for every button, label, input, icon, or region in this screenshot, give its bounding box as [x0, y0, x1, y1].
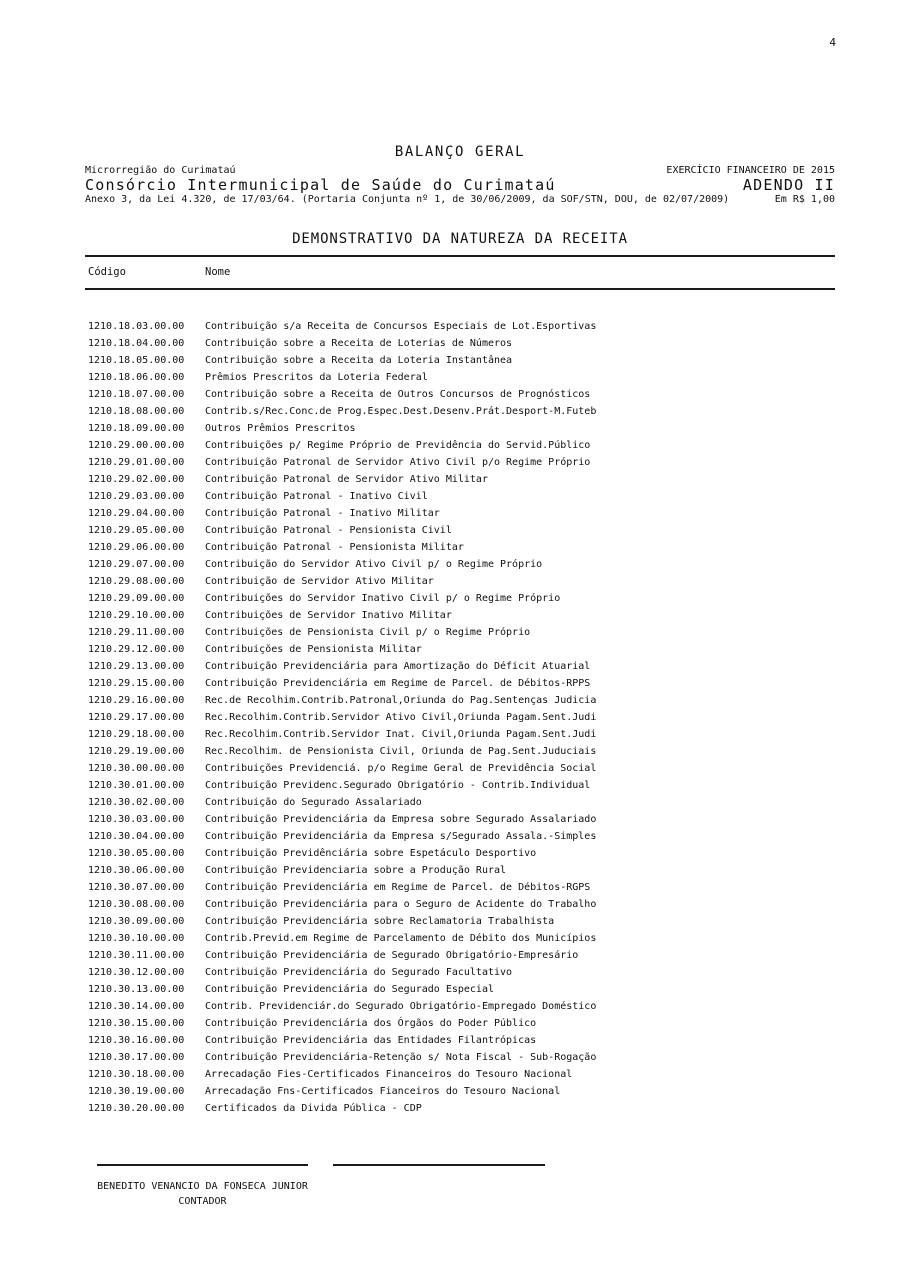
row-code: 1210.30.00.00.00 — [88, 763, 185, 774]
column-header-code: Código — [88, 266, 126, 278]
row-code: 1210.30.08.00.00 — [88, 899, 185, 910]
row-name: Arrecadação Fies-Certificados Financeiros do Tesouro Nacional — [205, 1069, 573, 1080]
report-header — [85, 144, 835, 205]
table-row — [88, 947, 835, 964]
revenue-table — [85, 255, 835, 1117]
table-row — [88, 1100, 835, 1117]
row-name: Contribuição s/a Receita de Concursos Especiais de Lot.Esportivas — [205, 321, 597, 332]
row-code: 1210.29.16.00.00 — [88, 695, 185, 706]
table-row — [88, 590, 835, 607]
table-row — [88, 573, 835, 590]
row-name: Contribuição Previdenc.Segurado Obrigatório - Contrib.Individual — [205, 780, 591, 791]
fiscal-year: EXERCÍCIO FINANCEIRO DE 2015 — [666, 165, 835, 176]
table-row — [88, 896, 835, 913]
row-name: Contrib.s/Rec.Conc.de Prog.Espec.Dest.Desenv.Prát.Desport-M.Futeb — [205, 406, 597, 417]
row-code: 1210.30.05.00.00 — [88, 848, 185, 859]
row-code: 1210.18.03.00.00 — [88, 321, 185, 332]
row-name: Contribuição do Servidor Ativo Civil p/ o Regime Próprio — [205, 559, 543, 570]
table-row — [88, 471, 835, 488]
row-name: Contribuição sobre a Receita de Outros Concursos de Prognósticos — [205, 389, 591, 400]
table-row — [88, 488, 835, 505]
table-row — [88, 522, 835, 539]
row-name: Contribuição Patronal de Servidor Ativo Militar — [205, 474, 488, 485]
row-name: Contribuições de Pensionista Civil p/ o Regime Próprio — [205, 627, 531, 638]
row-name: Contribuição Previdênciária sobre Espetáculo Desportivo — [205, 848, 537, 859]
row-code: 1210.29.15.00.00 — [88, 678, 185, 689]
row-name: Contribuições de Pensionista Militar — [205, 644, 422, 655]
table-row — [88, 726, 835, 743]
table-row — [88, 556, 835, 573]
table-row — [88, 1032, 835, 1049]
row-code: 1210.18.07.00.00 — [88, 389, 185, 400]
row-name: Contribuição Previdenciária para Amortização do Déficit Atuarial — [205, 661, 591, 672]
table-row — [88, 845, 835, 862]
row-code: 1210.29.00.00.00 — [88, 440, 185, 451]
table-row — [88, 811, 835, 828]
row-name: Rec.Recolhim. de Pensionista Civil, Oriunda de Pag.Sent.Juduciais — [205, 746, 597, 757]
row-name: Arrecadação Fns-Certificados Fianceiros do Tesouro Nacional — [205, 1086, 561, 1097]
row-code: 1210.30.17.00.00 — [88, 1052, 185, 1063]
row-code: 1210.30.09.00.00 — [88, 916, 185, 927]
table-row — [88, 913, 835, 930]
row-code: 1210.29.07.00.00 — [88, 559, 185, 570]
table-row — [88, 777, 835, 794]
table-row — [88, 743, 835, 760]
column-header-name: Nome — [205, 266, 231, 278]
table-row — [88, 437, 835, 454]
table-row — [88, 675, 835, 692]
row-code: 1210.30.07.00.00 — [88, 882, 185, 893]
signer-title: CONTADOR — [178, 1196, 227, 1207]
row-name: Contribuição Previdenciária dos Órgãos do Poder Público — [205, 1018, 537, 1029]
row-name: Contribuições do Servidor Inativo Civil p/ o Regime Próprio — [205, 593, 561, 604]
table-body — [85, 318, 835, 1117]
table-row — [88, 879, 835, 896]
row-code: 1210.18.08.00.00 — [88, 406, 185, 417]
table-row — [88, 318, 835, 335]
org-region: Microrregião do Curimataú — [85, 165, 236, 176]
row-name: Contrib.Previd.em Regime de Parcelamento de Débito dos Municípios — [205, 933, 597, 944]
row-code: 1210.30.03.00.00 — [88, 814, 185, 825]
row-code: 1210.29.18.00.00 — [88, 729, 185, 740]
row-code: 1210.30.14.00.00 — [88, 1001, 185, 1012]
table-row — [88, 760, 835, 777]
row-name: Rec.Recolhim.Contrib.Servidor Ativo Civil,Oriunda Pagam.Sent.Judi — [205, 712, 597, 723]
row-name: Contribuição Previdenciaria sobre a Produção Rural — [205, 865, 507, 876]
table-row — [88, 930, 835, 947]
table-row — [88, 998, 835, 1015]
addendum: ADENDO II — [742, 176, 835, 194]
row-code: 1210.29.13.00.00 — [88, 661, 185, 672]
signature-area — [97, 1164, 308, 1224]
table-row — [88, 386, 835, 403]
row-code: 1210.29.03.00.00 — [88, 491, 185, 502]
row-code: 1210.29.06.00.00 — [88, 542, 185, 553]
table-row — [88, 539, 835, 556]
table-header — [85, 257, 835, 288]
row-name: Contribuição Patronal - Inativo Civil — [205, 491, 428, 502]
row-code: 1210.18.04.00.00 — [88, 338, 185, 349]
row-code: 1210.29.05.00.00 — [88, 525, 185, 536]
table-row — [88, 403, 835, 420]
row-name: Contribuição Previdenciária da Empresa s/Segurado Assala.-Simples — [205, 831, 597, 842]
signature-line-right — [333, 1164, 545, 1166]
row-code: 1210.29.09.00.00 — [88, 593, 185, 604]
row-name: Contribuições p/ Regime Próprio de Previdência do Servid.Público — [205, 440, 591, 451]
row-code: 1210.30.15.00.00 — [88, 1018, 185, 1029]
row-name: Contribuição Previdenciária da Empresa sobre Segurado Assalariado — [205, 814, 597, 825]
row-name: Contrib. Previdenciár.do Segurado Obrigatório-Empregado Doméstico — [205, 1001, 597, 1012]
row-name: Outros Prêmios Prescritos — [205, 423, 356, 434]
row-code: 1210.30.01.00.00 — [88, 780, 185, 791]
row-name: Prêmios Prescritos da Loteria Federal — [205, 372, 428, 383]
row-code: 1210.30.18.00.00 — [88, 1069, 185, 1080]
row-code: 1210.30.19.00.00 — [88, 1086, 185, 1097]
row-name: Contribuições de Servidor Inativo Militar — [205, 610, 452, 621]
row-name: Contribuição Previdenciária-Retenção s/ Nota Fiscal - Sub-Rogação — [205, 1052, 597, 1063]
row-name: Contribuição Previdenciária sobre Reclamatoria Trabalhista — [205, 916, 555, 927]
row-code: 1210.29.02.00.00 — [88, 474, 185, 485]
row-name: Contribuição Patronal de Servidor Ativo Civil p/o Regime Próprio — [205, 457, 591, 468]
row-name: Contribuição de Servidor Ativo Militar — [205, 576, 434, 587]
row-code: 1210.30.16.00.00 — [88, 1035, 185, 1046]
row-name: Contribuição do Segurado Assalariado — [205, 797, 422, 808]
row-code: 1210.29.10.00.00 — [88, 610, 185, 621]
document-title: BALANÇO GERAL — [394, 144, 526, 160]
table-header-rule — [85, 288, 835, 290]
row-code: 1210.29.08.00.00 — [88, 576, 185, 587]
row-code: 1210.18.05.00.00 — [88, 355, 185, 366]
table-row — [88, 624, 835, 641]
table-row — [88, 1066, 835, 1083]
table-row — [88, 607, 835, 624]
row-code: 1210.30.11.00.00 — [88, 950, 185, 961]
table-row — [88, 658, 835, 675]
table-row — [88, 641, 835, 658]
row-code: 1210.30.04.00.00 — [88, 831, 185, 842]
row-code: 1210.30.20.00.00 — [88, 1103, 185, 1114]
row-code: 1210.29.19.00.00 — [88, 746, 185, 757]
signature-block-left — [97, 1164, 308, 1209]
table-row — [88, 862, 835, 879]
row-code: 1210.30.06.00.00 — [88, 865, 185, 876]
row-name: Contribuições Previdenciá. p/o Regime Geral de Previdência Social — [205, 763, 597, 774]
row-name: Contribuição Previdenciária em Regime de Parcel. de Débitos-RPPS — [205, 678, 591, 689]
table-row — [88, 692, 835, 709]
row-name: Contribuição sobre a Receita de Loterias de Números — [205, 338, 513, 349]
row-code: 1210.30.10.00.00 — [88, 933, 185, 944]
row-name: Contribuição Previdenciária do Segurado Facultativo — [205, 967, 513, 978]
row-code: 1210.29.01.00.00 — [88, 457, 185, 468]
row-name: Certificados da Divida Pública - CDP — [205, 1103, 422, 1114]
table-row — [88, 420, 835, 437]
table-row — [88, 335, 835, 352]
row-code: 1210.18.09.00.00 — [88, 423, 185, 434]
table-row — [88, 709, 835, 726]
row-name: Contribuição Previdenciária em Regime de Parcel. de Débitos-RGPS — [205, 882, 591, 893]
table-row — [88, 505, 835, 522]
org-name: Consórcio Intermunicipal de Saúde do Curimataú — [85, 176, 556, 194]
row-name: Contribuição Previdenciária do Segurado Especial — [205, 984, 494, 995]
row-code: 1210.29.17.00.00 — [88, 712, 185, 723]
table-row — [88, 352, 835, 369]
row-name: Contribuição Patronal - Pensionista Civil — [205, 525, 452, 536]
table-row — [88, 964, 835, 981]
row-code: 1210.29.11.00.00 — [88, 627, 185, 638]
table-row — [88, 794, 835, 811]
row-name: Rec.de Recolhim.Contrib.Patronal,Oriunda do Pag.Sentenças Judicia — [205, 695, 597, 706]
row-code: 1210.30.12.00.00 — [88, 967, 185, 978]
row-code: 1210.30.02.00.00 — [88, 797, 185, 808]
table-row — [88, 369, 835, 386]
currency-note: Em R$ 1,00 — [774, 194, 835, 205]
report-title: DEMONSTRATIVO DA NATUREZA DA RECEITA — [292, 231, 628, 247]
row-name: Contribuição Previdenciária das Entidades Filantrópicas — [205, 1035, 537, 1046]
row-name: Contribuição Patronal - Inativo Militar — [205, 508, 440, 519]
row-name: Contribuição Patronal - Pensionista Militar — [205, 542, 464, 553]
row-code: 1210.18.06.00.00 — [88, 372, 185, 383]
row-name: Contribuição Previdenciária para o Seguro de Acidente do Trabalho — [205, 899, 597, 910]
table-row — [88, 1049, 835, 1066]
row-code: 1210.29.04.00.00 — [88, 508, 185, 519]
row-code: 1210.30.13.00.00 — [88, 984, 185, 995]
table-row — [88, 981, 835, 998]
page-number: 4 — [829, 36, 836, 49]
signer-name: BENEDITO VENANCIO DA FONSECA JUNIOR — [97, 1181, 308, 1192]
table-row — [88, 828, 835, 845]
table-row — [88, 1083, 835, 1100]
row-name: Contribuição sobre a Receita da Loteria Instantânea — [205, 355, 513, 366]
row-code: 1210.29.12.00.00 — [88, 644, 185, 655]
legal-note: Anexo 3, da Lei 4.320, de 17/03/64. (Portaria Conjunta nº 1, de 30/06/2009, da SOF/STN, DOU, de 02/07/2009) — [85, 194, 730, 205]
row-name: Rec.Recolhim.Contrib.Servidor Inat. Civil,Oriunda Pagam.Sent.Judi — [205, 729, 597, 740]
row-name: Contribuição Previdenciária de Segurado Obrigatório-Empresário — [205, 950, 579, 961]
table-row — [88, 454, 835, 471]
table-row — [88, 1015, 835, 1032]
